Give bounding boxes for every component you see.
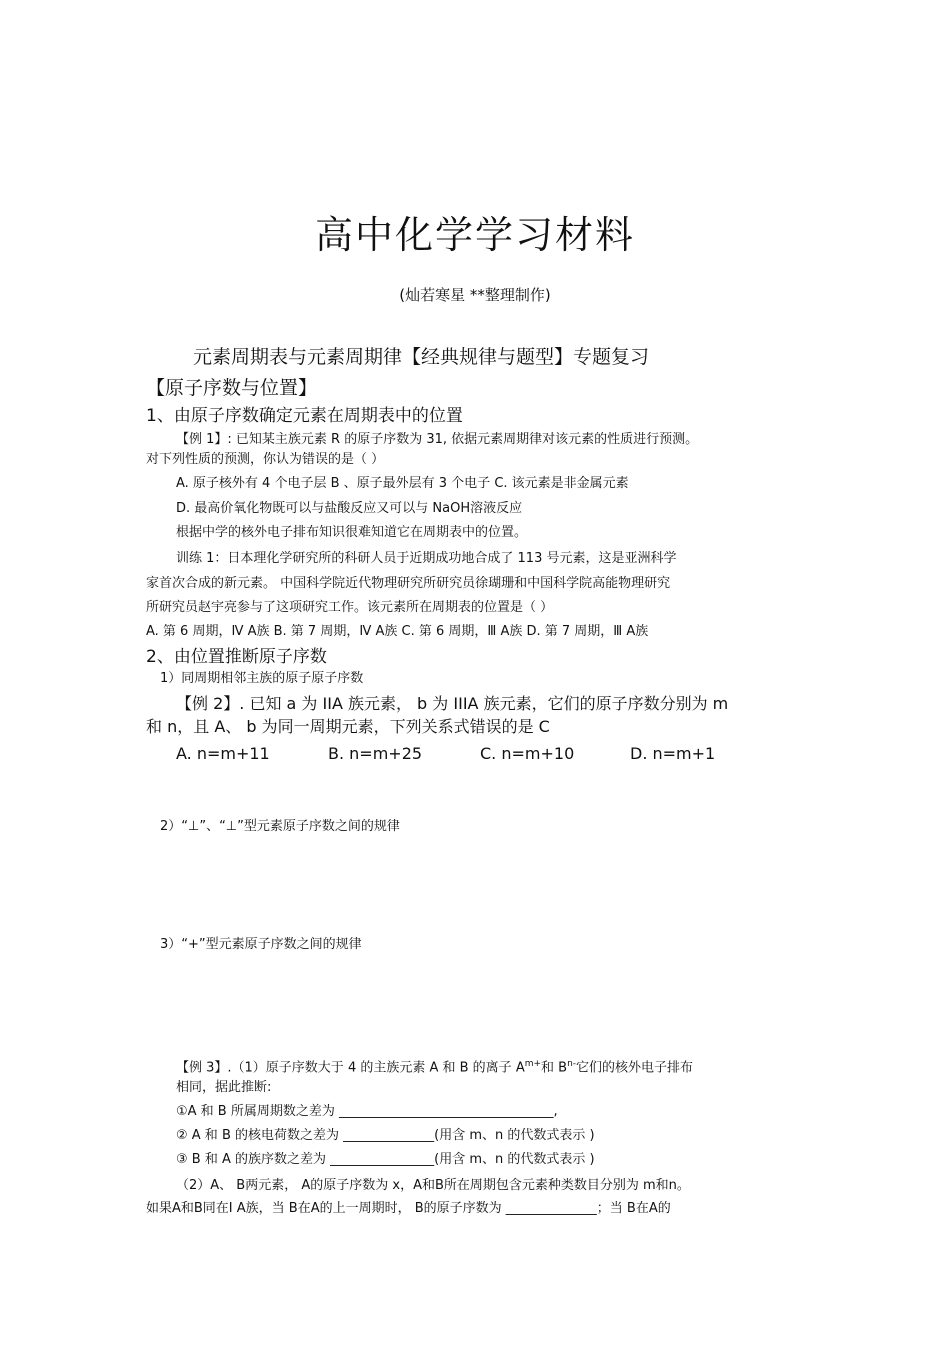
- example-1-note: 根据中学的核外电子排布知识很难知道它在周期表中的位置。: [176, 525, 528, 540]
- section-heading: 【原子序数与位置】: [146, 377, 318, 399]
- example-3-part-2-line-2: 如果A和B同在Ⅰ A族，当 B在A的上一周期时， B的原子序数为 ______________；当 B在A的: [146, 1201, 671, 1216]
- example-3-question-1: ①A 和 B 所属周期数之差为 _________________________________,: [176, 1104, 558, 1119]
- example-1-line-1: 【例 1】: 已知某主族元素 R 的原子序数为 31, 依据元素周期律对该元素的性质进行预测。: [176, 432, 699, 447]
- training-1-options: A. 第 6 周期，Ⅳ A族 B. 第 7 周期，Ⅳ A族 C. 第 6 周期，Ⅲ A族 D. 第 7 周期，Ⅲ A族: [146, 624, 649, 639]
- subsection-1-heading: 1、由原子序数确定元素在周期表中的位置: [146, 406, 463, 426]
- training-1-line-1: 训练 1：日本理化学研究所的科研人员于近期成功地合成了 113 号元素，这是亚洲科学: [176, 551, 677, 566]
- example-2-line-2: 和 n，且 A、 b 为同一周期元素，下列关系式错误的是 C: [146, 717, 550, 736]
- example-3-part-2-line-1: （2）A、 B两元素， A的原子序数为 x，A和B所在周期包含元素种类数目分别为 m和n。: [176, 1178, 690, 1193]
- document-title: 高中化学学习材料: [314, 213, 635, 257]
- example-3-line-1-a: 【例 3】.（1）原子序数大于 4 的主族元素 A 和 B 的离子 A: [176, 1060, 525, 1076]
- training-1-line-2: 家首次合成的新元素。 中国科学院近代物理研究所研究员徐瑚珊和中国科学院高能物理研究: [146, 576, 671, 591]
- example-3-line-1-b: 和 B: [541, 1060, 568, 1076]
- example-3-line-1-c: 它们的核外电子排布: [576, 1060, 694, 1076]
- example-3-line-1: [176, 1055, 693, 1077]
- topic-heading: 元素周期表与元素周期律【经典规律与题型】专题复习: [193, 346, 650, 368]
- subsection-2-3-heading: 3）“+”型元素原子序数之间的规律: [160, 937, 362, 952]
- example-1-options-1: A. 原子核外有 4 个电子层 B 、原子最外层有 3 个电子 C. 该元素是非金属元素: [176, 476, 629, 491]
- example-1-line-2: 对下列性质的预测，你认为错误的是（ ）: [146, 452, 385, 467]
- subsection-2-heading: 2、由位置推断原子序数: [146, 647, 327, 667]
- subsection-2-2-heading: 2）“⊥”、“⊥”型元素原子序数之间的规律: [160, 819, 400, 834]
- example-2-option-d: D. n=m+1: [630, 744, 716, 763]
- document-subtitle: (灿若寒星 **整理制作): [399, 286, 551, 304]
- training-1-line-3: 所研究员赵宇亮参与了这项研究工作。该元素所在周期表的位置是（ ）: [146, 600, 554, 615]
- example-3-question-2: ② A 和 B 的核电荷数之差为 ______________(用含 m、n 的代数式表示 ): [176, 1128, 595, 1143]
- example-2-option-a: A. n=m+11: [176, 744, 270, 763]
- example-2-line-1: 【例 2】. 已知 a 为 IIA 族元素， b 为 IIIA 族元素，它们的原子序数分别为 m: [176, 694, 729, 713]
- example-3-question-3: ③ B 和 A 的族序数之差为 ________________(用含 m、n 的代数式表示 ): [176, 1152, 595, 1167]
- example-2-option-b: B. n=m+25: [328, 744, 423, 763]
- subsection-2-1-heading: 1）同周期相邻主族的原子原子序数: [160, 671, 364, 686]
- example-3-line-2: 相同，据此推断:: [176, 1080, 272, 1095]
- ion-charge-a: m+: [524, 1059, 542, 1069]
- example-1-options-2: D. 最高价氧化物既可以与盐酸反应又可以与 NaOH溶液反应: [176, 501, 523, 516]
- example-2-option-c: C. n=m+10: [480, 744, 575, 763]
- ion-charge-b: n-: [567, 1059, 577, 1069]
